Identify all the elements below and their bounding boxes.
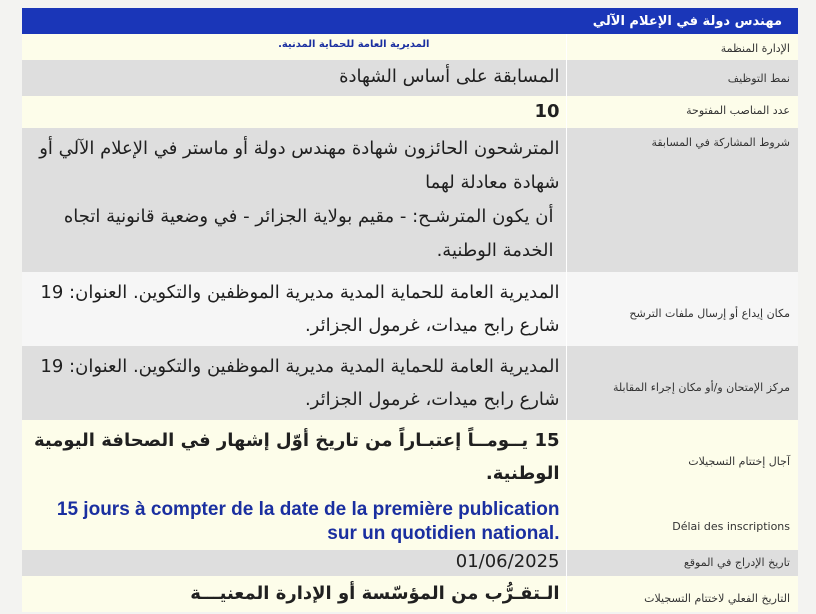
value-exam-center: المديرية العامة للحماية المدية مديرية الموظفين والتكوين. العنوان: 19 شارع رابح ميدات، غرمول الجزائر. (22, 346, 566, 420)
row-open-positions (22, 96, 798, 128)
row-recruitment-type (22, 60, 798, 96)
value-recruitment-type: المسابقة على أساس الشهادة (22, 60, 566, 96)
row-actual-closing-date (22, 576, 798, 612)
value-organizing-administration: المديرية العامة للحماية المدنية. (278, 39, 430, 50)
row-application-deposit-place (22, 272, 798, 346)
label-participation-conditions: شروط المشاركة في المسابقة (566, 128, 798, 272)
value-registration-deadline-ar: 15 يــومــاً إعتبـاراً من تاريخ أوّل إشهار في الصحافة اليومية الوطنية. (22, 420, 566, 494)
label-application-deposit-place: مكان إيداع أو إرسال ملفات الترشح (566, 272, 798, 346)
row-participation-conditions (22, 128, 798, 272)
row-registration-deadline-ar (22, 420, 798, 494)
label-site-posting-date: تاريخ الإدراج في الموقع (566, 550, 798, 576)
value-application-deposit-place: المديرية العامة للحماية المدية مديرية الموظفين والتكوين. العنوان: 19 شارع رابح ميدات، غرمول الجزائر. (22, 272, 566, 346)
label-registration-deadline-fr: Délai des inscriptions (566, 494, 798, 550)
row-exam-center (22, 346, 798, 420)
value-open-positions: 10 (22, 96, 566, 128)
label-actual-closing-date: التاريخ الفعلي لاختتام التسجيلات (566, 576, 798, 612)
conditions-paragraph-1: المترشحون الحائزون شهادة مهندس دولة أو ماستر في الإعلام الآلي أو شهادة معادلة لهما (39, 138, 560, 193)
row-organizing-administration (22, 34, 798, 60)
label-registration-deadline-ar: آجال إختتام التسجيلات (566, 420, 798, 494)
label-organizing-administration: الإدارة المنظمة (566, 34, 798, 60)
value-actual-closing-date: الـتقـرُّب من المؤسّسة أو الإدارة المعنيـــة (22, 576, 566, 612)
label-recruitment-type: نمط التوظيف (566, 60, 798, 96)
job-title-bar (22, 8, 798, 34)
job-title: مهندس دولة في الإعلام الآلي (592, 13, 782, 29)
job-offer-sheet (22, 8, 798, 612)
value-site-posting-date: 01/06/2025 (22, 550, 566, 576)
job-details-table (22, 34, 798, 612)
value-registration-deadline-fr: 15 jours à compter de la date de la première publication sur un quotidien national. (56, 499, 560, 544)
conditions-paragraph-2: أن يكون المترشـح: - مقيم بولاية الجزائر - في وضعية قانونية اتجاه الخدمة الوطنية. (63, 206, 554, 261)
label-exam-center: مركز الإمتحان و/أو مكان إجراء المقابلة (566, 346, 798, 420)
row-registration-deadline-fr (22, 494, 798, 550)
label-open-positions: عدد المناصب المفتوحة (566, 96, 798, 128)
row-site-posting-date (22, 550, 798, 576)
